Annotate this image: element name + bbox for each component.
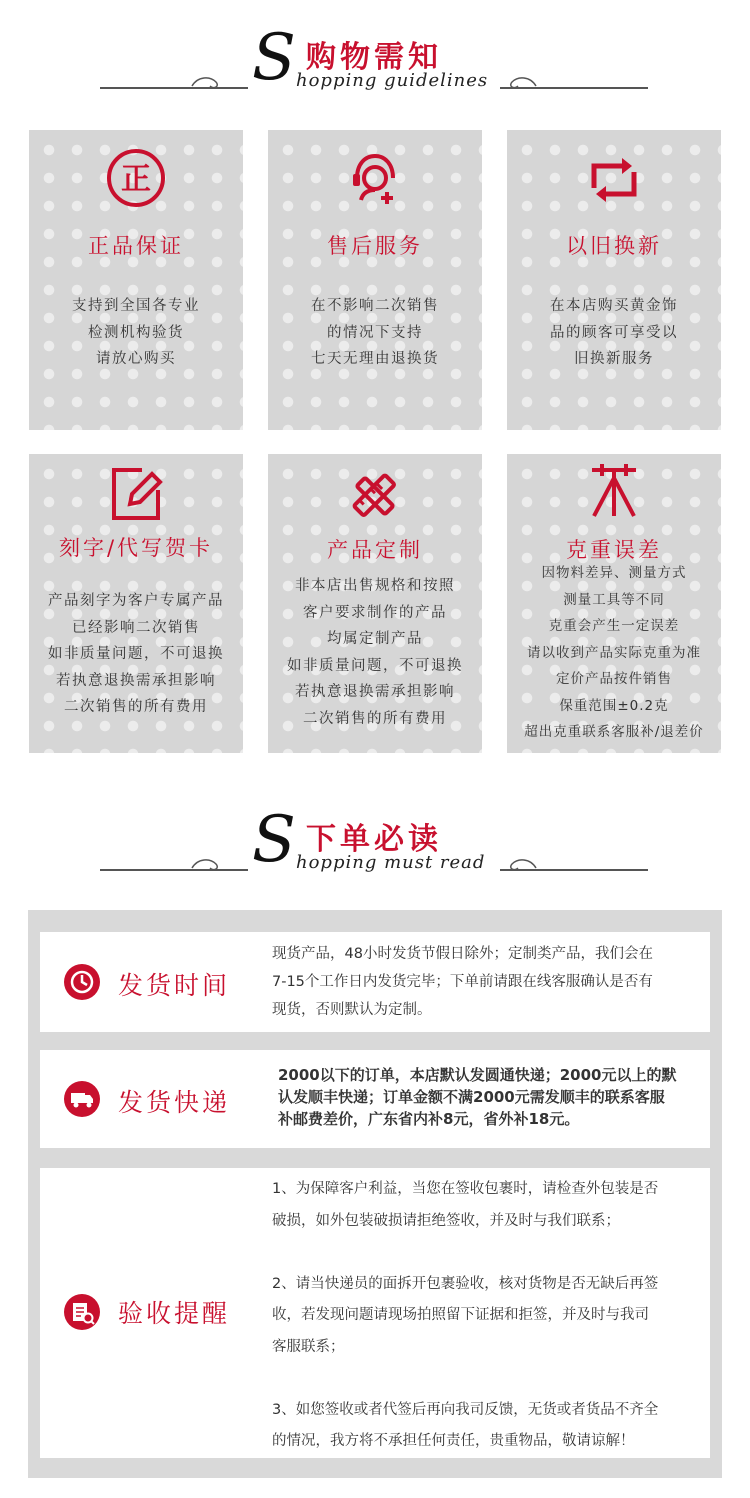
card-line: 定价产品按件销售 — [556, 671, 672, 687]
header-divider-right — [500, 869, 648, 871]
text-line: 现货，否则默认为定制。 — [272, 1002, 432, 1018]
card-description — [29, 588, 243, 721]
text-line: 7-15个工作日内发货完毕；下单前请跟在线客服确认是否有 — [272, 974, 653, 990]
order-notes-panel — [28, 910, 722, 1478]
guideline-card-engraving — [29, 454, 243, 753]
card-line: 如非质量问题，不可退换 — [48, 646, 224, 662]
script-s-letter: S — [252, 803, 296, 877]
card-line: 二次销售的所有费用 — [303, 710, 447, 727]
order-item-text — [272, 940, 653, 1024]
customer-service-icon — [343, 146, 407, 210]
order-item-inspection — [40, 1168, 710, 1458]
card-line: 均属定制产品 — [327, 631, 423, 647]
section-subtitle: hopping must read — [296, 852, 486, 873]
card-line: 非本店出售规格和按照 — [295, 578, 455, 594]
header-divider-left — [100, 87, 248, 89]
header-divider-left — [100, 869, 248, 871]
text-line: 破损，如外包装破损请拒绝签收，并及时与我们联系； — [272, 1212, 620, 1229]
card-line: 若执意退换需承担影响 — [295, 684, 455, 700]
card-line: 请以收到产品实际克重为准 — [527, 644, 701, 661]
swirl-ornament-right — [504, 72, 538, 92]
order-item-courier — [40, 1050, 710, 1148]
text-line: 现货产品，48小时发货节假日除外；定制类产品，我们会在 — [272, 946, 653, 962]
guideline-card-after-sales — [268, 130, 482, 430]
section-title: 下单必读 — [306, 822, 442, 857]
card-description — [507, 293, 721, 373]
text-line: 2、请当快递员的面拆开包裹验收，核对货物是否无缺后再签 — [272, 1275, 659, 1292]
card-line: 在不影响二次销售 — [311, 298, 439, 314]
weight-tripod-icon — [582, 458, 646, 522]
genuine-badge-icon — [104, 146, 168, 210]
guideline-card-weight-tolerance — [507, 454, 721, 753]
card-line: 超出克重联系客服补/退差价 — [524, 724, 704, 740]
card-line: 因物料差异、测量方式 — [541, 565, 687, 581]
guideline-card-genuine — [29, 130, 243, 430]
card-description — [268, 573, 482, 732]
section-subtitle: hopping guidelines — [296, 70, 489, 91]
exchange-arrows-icon — [582, 148, 646, 212]
card-title: 产品定制 — [327, 538, 423, 562]
swirl-ornament-left — [190, 72, 224, 92]
text-line: 收，若发现问题请现场拍照留下证据和拒签，并及时与我司 — [272, 1307, 649, 1323]
card-description — [29, 293, 243, 373]
card-line: 旧换新服务 — [574, 351, 654, 367]
order-item-label: 发货快递 — [118, 1088, 231, 1117]
card-line: 请放心购买 — [96, 351, 176, 367]
card-title: 刻字/代写贺卡 — [58, 536, 214, 560]
text-line: 的情况，我方将不承担任何责任，贵重物品，敬请谅解！ — [272, 1433, 635, 1449]
text-line — [272, 1237, 658, 1269]
card-description — [268, 293, 482, 373]
card-line: 如非质量问题，不可退换 — [287, 657, 463, 674]
card-line: 支持到全国各专业 — [72, 298, 200, 314]
card-line: 克重会产生一定误差 — [548, 618, 680, 634]
card-line: 产品刻字为客户专属产品 — [48, 593, 224, 609]
card-line: 已经影响二次销售 — [72, 619, 200, 636]
order-item-text — [272, 1174, 658, 1458]
custom-tools-icon — [343, 464, 407, 528]
card-line: 检测机构验货 — [88, 324, 184, 341]
card-title: 正品保证 — [88, 234, 184, 258]
text-line — [272, 1363, 658, 1395]
card-line: 七天无理由退换货 — [311, 351, 439, 367]
clock-icon — [64, 964, 100, 1000]
order-item-ship-time — [40, 932, 710, 1032]
card-line: 二次销售的所有费用 — [64, 699, 208, 715]
card-title: 售后服务 — [327, 234, 423, 258]
card-title: 以旧换新 — [566, 234, 662, 258]
text-line: 认发顺丰快递；订单金额不满2000元需发顺丰的联系客服 — [278, 1088, 665, 1106]
script-s-letter: S — [252, 21, 296, 95]
order-item-label: 验收提醒 — [118, 1299, 231, 1328]
text-line: 1、为保障客户利益，当您在签收包裹时，请检查外包装是否 — [272, 1181, 659, 1197]
edit-pen-icon — [104, 462, 168, 526]
card-line: 保重范围±0.2克 — [559, 697, 669, 714]
delivery-truck-icon — [64, 1081, 100, 1117]
card-line: 的情况下支持 — [327, 324, 423, 341]
card-line: 测量工具等不同 — [563, 591, 665, 608]
card-line: 在本店购买黄金饰 — [550, 298, 678, 314]
guideline-card-customization — [268, 454, 482, 753]
card-line: 若执意退换需承担影响 — [56, 672, 216, 689]
shopping-guidelines-header — [0, 21, 750, 102]
section-title: 购物需知 — [306, 40, 442, 75]
card-description — [507, 560, 721, 746]
card-line: 客户要求制作的产品 — [303, 604, 447, 621]
card-line: 品的顾客可享受以 — [550, 324, 678, 341]
guideline-card-trade-in — [507, 130, 721, 430]
package-inspect-icon — [64, 1294, 100, 1330]
order-item-text — [278, 1064, 677, 1130]
order-item-label: 发货时间 — [118, 971, 231, 1000]
must-read-header — [0, 803, 750, 884]
text-line: 补邮费差价，广东省内补8元，省外补18元。 — [278, 1110, 580, 1128]
swirl-ornament-left — [190, 854, 224, 874]
text-line: 客服联系； — [272, 1338, 345, 1355]
card-title: 克重误差 — [566, 538, 662, 562]
text-line: 2000以下的订单，本店默认发圆通快递；2000元以上的默 — [278, 1066, 677, 1084]
text-line: 3、如您签收或者代签后再向我司反馈，无货或者货品不齐全 — [272, 1401, 659, 1418]
header-divider-right — [500, 87, 648, 89]
swirl-ornament-right — [504, 854, 538, 874]
svg-text:正: 正 — [121, 162, 151, 197]
